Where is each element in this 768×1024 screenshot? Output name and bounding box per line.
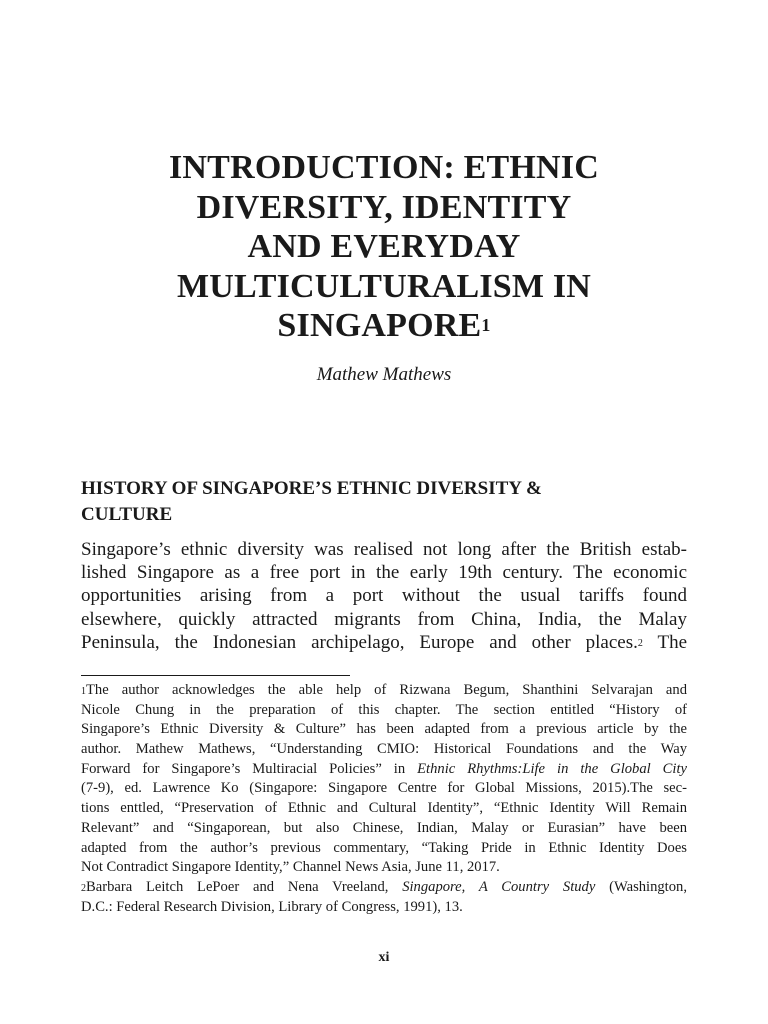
section-heading-line: CULTURE: [81, 504, 173, 525]
footnote-1-line: adapted from the author’s previous commentary, “Taking Pride in Ethnic Identity Does: [81, 839, 687, 856]
body-line-last: [81, 631, 687, 654]
footnote-1-line: Not Contradict Singapore Identity,” Channel News Asia, June 11, 2017.: [81, 859, 500, 876]
body-line: Singapore’s ethnic diversity was realised not long after the British estab-: [81, 539, 687, 560]
footnote-text: Barbara Leitch LePoer and Nena Vreeland,: [86, 878, 403, 895]
footnote-2-line: D.C.: Federal Research Division, Library of Congress, 1991), 13.: [81, 898, 463, 915]
title-footnote-marker: 1: [481, 315, 491, 335]
title-line: DIVERSITY, IDENTITY: [196, 188, 572, 226]
title-line: INTRODUCTION: ETHNIC: [169, 149, 599, 186]
footnote-1-line: author. Mathew Mathews, “Understanding CMIO: Historical Foundations and the Way: [81, 741, 687, 758]
footnote-book-title: Singapore, A Country Study: [402, 878, 596, 895]
title-line-text: SINGAPORE: [277, 307, 482, 344]
footnote-1-line: [81, 681, 687, 701]
body-line-text: Peninsula, the Indonesian archipelago, Europe and other places.: [81, 631, 638, 653]
body-line: elsewhere, quickly attracted migrants from China, India, the Malay: [81, 608, 687, 630]
body-paragraph: [81, 538, 687, 654]
footnote-1-line: tions enttled, “Preservation of Ethnic and Cultural Identity”, “Ethnic Identity Will Remain: [81, 800, 687, 817]
footnote-1-line: Nicole Chung in the preparation of this chapter. The section entitled “History of: [81, 701, 687, 718]
footnote-reference-2: 2: [637, 637, 643, 649]
page-number: xi: [378, 950, 390, 965]
footnotes: [81, 681, 687, 917]
section-heading: [81, 476, 701, 528]
footnote-2-line: [81, 878, 687, 898]
author-name: Mathew Mathews: [316, 364, 452, 385]
footnote-1-line: Relevant” and “Singaporean, but also Chinese, Indian, Malay or Eurasian” have been: [81, 819, 687, 836]
body-line: opportunities arising from a port without the usual tariffs found: [81, 585, 687, 607]
footnote-1-line: [81, 760, 687, 780]
footnote-1-marker: 1: [81, 686, 86, 697]
title-line: MULTICULTURALISM IN: [176, 267, 592, 305]
body-line: lished Singapore as a free port in the early 19th century. The economic: [81, 562, 687, 584]
footnote-2-marker: 2: [81, 882, 86, 894]
footnote-text: (Washington,: [595, 878, 687, 895]
footnote-1-line: (7-9), ed. Lawrence Ko (Singapore: Singapore Centre for Global Missions, 2015).The sec-: [81, 780, 687, 797]
section-heading-line: HISTORY OF SINGAPORE’S ETHNIC DIVERSITY &: [81, 478, 542, 499]
footnote-divider: [81, 675, 350, 676]
footnote-text: The author acknowledges the able help of Rizwana Begum, Shanthini Selvarajan and: [86, 682, 687, 698]
footnote-1-line: Singapore’s Ethnic Diversity & Culture” has been adapted from a previous article by the: [81, 721, 687, 738]
chapter-title: [100, 148, 668, 346]
body-line-text: The: [642, 631, 687, 653]
footnote-text: Forward for Singapore’s Multiracial Policies” in: [81, 760, 418, 777]
title-line: AND EVERYDAY: [247, 228, 521, 265]
footnote-book-title: Ethnic Rhythms:Life in the Global City: [417, 760, 688, 777]
title-line-last: [100, 306, 668, 346]
